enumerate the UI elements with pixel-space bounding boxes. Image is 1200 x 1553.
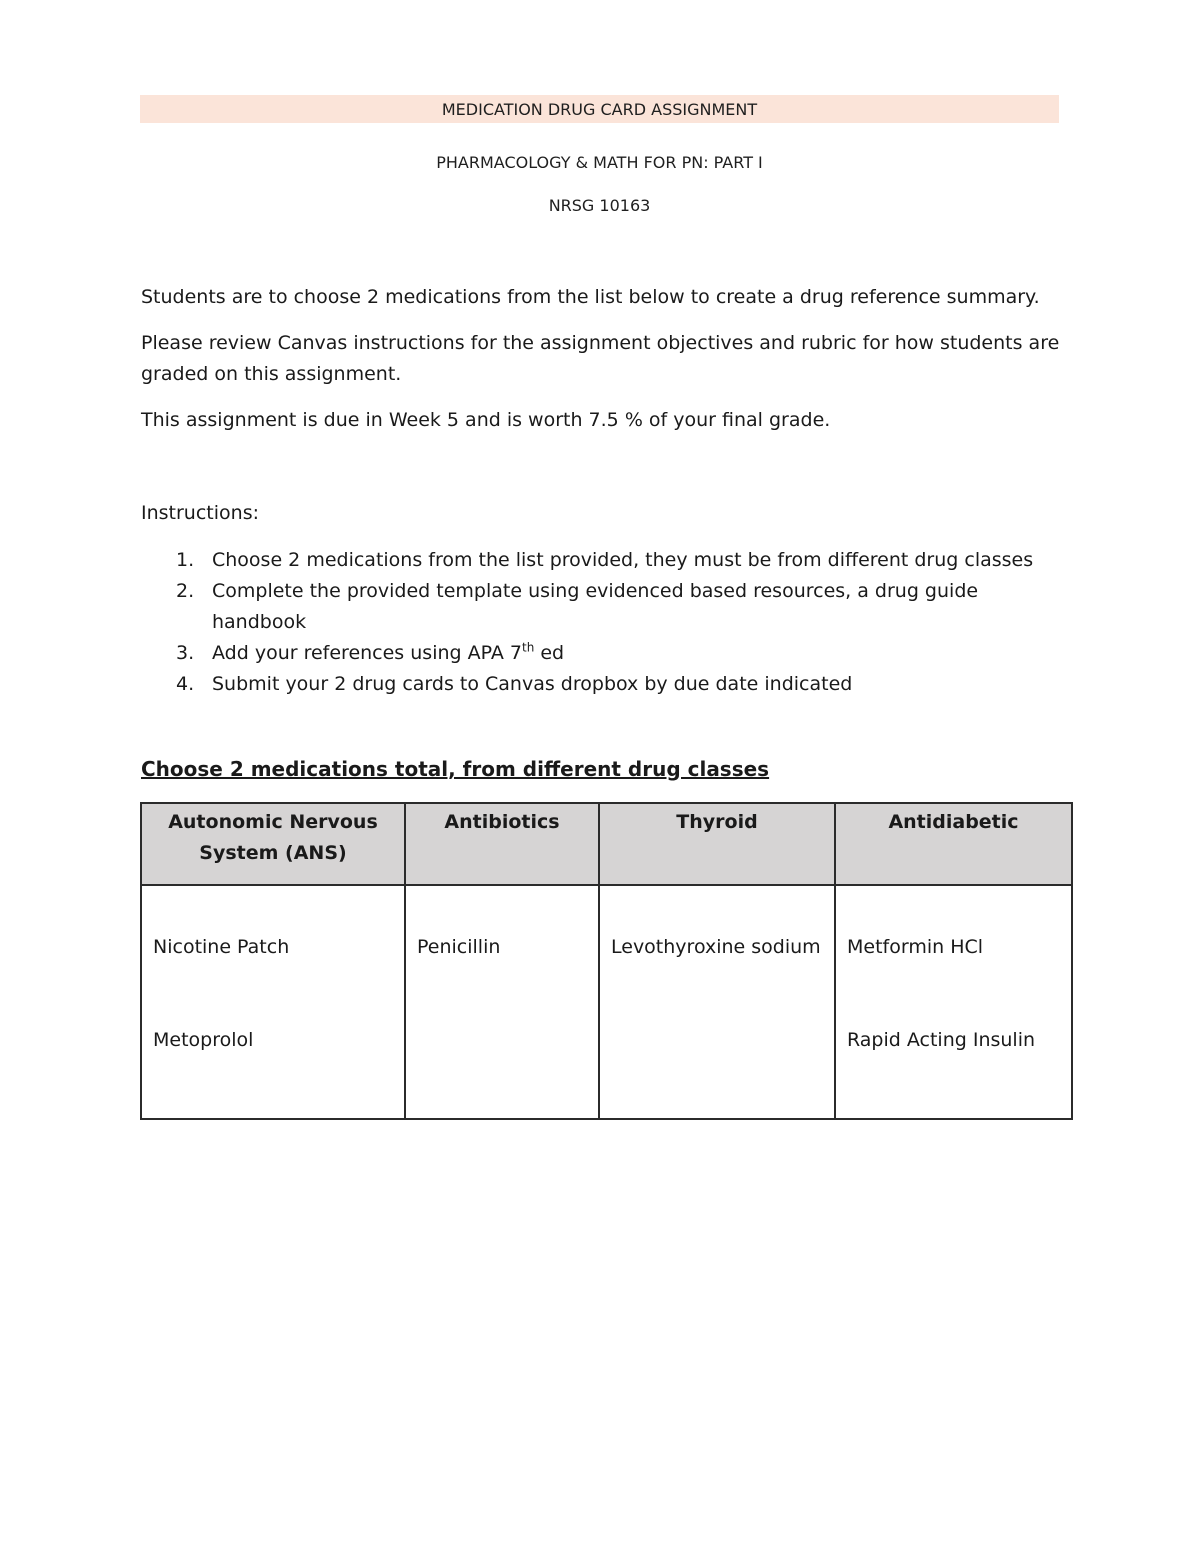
medication-item: Metformin HCl: [847, 936, 984, 958]
intro-paragraph-2: Please review Canvas instructions for the assignment objectives and rubric for how students are graded on this assignment.: [141, 332, 1060, 385]
table-heading: Choose 2 medications total, from different drug classes: [141, 757, 770, 781]
table-cell-antibiotics: [405, 885, 599, 1119]
instruction-superscript: th: [521, 640, 535, 655]
table-cell-antidiabetic: [835, 885, 1072, 1119]
column-header-antidiabetic: Antidiabetic: [835, 803, 1072, 885]
table-header-row: [141, 803, 1072, 885]
instruction-item: [141, 638, 1041, 669]
column-header-antibiotics: Antibiotics: [405, 803, 599, 885]
instructions-list: [141, 545, 1041, 700]
instructions-heading: Instructions:: [141, 502, 259, 524]
document-title: MEDICATION DRUG CARD ASSIGNMENT: [441, 100, 758, 119]
table-row: [141, 885, 1072, 1119]
medication-table: [140, 802, 1073, 1120]
document-subtitle: PHARMACOLOGY & MATH FOR PN: PART I: [436, 153, 763, 172]
instruction-text: Add your references using APA 7: [212, 642, 522, 664]
table-cell-ans: [141, 885, 405, 1119]
course-code: NRSG 10163: [548, 196, 651, 215]
table-cell-thyroid: [599, 885, 835, 1119]
intro-paragraph-1: Students are to choose 2 medications from the list below to create a drug reference summary.: [141, 286, 1040, 308]
instruction-number: 1.: [176, 549, 195, 571]
medication-item: Penicillin: [417, 936, 501, 958]
medication-item: Nicotine Patch: [153, 936, 290, 958]
intro-paragraph-3: This assignment is due in Week 5 and is worth 7.5 % of your final grade.: [141, 409, 831, 431]
instruction-item: [141, 576, 1041, 638]
column-header-ans: Autonomic Nervous System (ANS): [141, 803, 405, 885]
instruction-item: [141, 545, 1041, 576]
column-header-thyroid: Thyroid: [599, 803, 835, 885]
instruction-number: 3.: [176, 642, 195, 664]
instruction-text: Complete the provided template using evidenced based resources, a drug guide handbook: [212, 580, 979, 633]
medication-item: Levothyroxine sodium: [611, 936, 821, 958]
instruction-text-suffix: ed: [534, 642, 565, 664]
medication-item: Metoprolol: [153, 1029, 254, 1051]
instruction-number: 4.: [176, 673, 195, 695]
instruction-number: 2.: [176, 580, 195, 602]
medication-item: Rapid Acting Insulin: [847, 1029, 1036, 1051]
instruction-item: [141, 669, 1041, 700]
instruction-text: Choose 2 medications from the list provided, they must be from different drug classes: [212, 549, 1034, 571]
instruction-text: Submit your 2 drug cards to Canvas dropbox by due date indicated: [212, 673, 853, 695]
